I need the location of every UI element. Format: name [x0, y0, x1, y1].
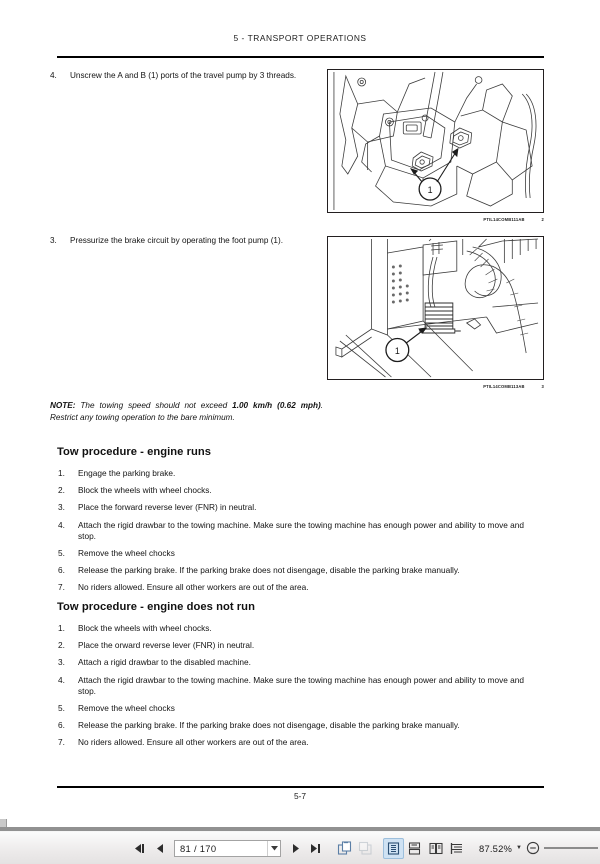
zoom-chevron-down-icon[interactable]: ▼	[516, 845, 522, 851]
travel-pump-ports-illustration	[327, 69, 544, 213]
page-number-value[interactable]: 81 / 170	[180, 842, 217, 854]
note-paragraph	[50, 400, 323, 423]
list-item	[57, 582, 544, 593]
list-item	[57, 548, 544, 559]
list-item	[57, 657, 544, 668]
previous-page-icon[interactable]	[149, 838, 170, 859]
procedure-list-engine-runs	[57, 468, 544, 600]
list-item-number: 5.	[58, 703, 65, 714]
note-text-part2: . Restrict any towing operation to the bare minimum.	[50, 401, 323, 422]
list-item-text: Place the orward reverse lever (FNR) in neutral.	[78, 640, 255, 651]
scrollbar-corner[interactable]	[0, 819, 7, 827]
continuous-scroll-view-button[interactable]	[404, 838, 425, 859]
figure-callout-label: 1	[427, 184, 433, 196]
foot-pump-illustration	[327, 236, 544, 380]
list-item	[57, 737, 544, 748]
list-item	[57, 720, 544, 731]
list-item	[57, 623, 544, 634]
fit-width-view-button[interactable]	[446, 838, 467, 859]
list-item-text: Attach the rigid drawbar to the towing machine. Make sure the towing machine has enough power and ability to move and stop.	[78, 674, 524, 696]
zoom-slider-track[interactable]	[544, 847, 598, 849]
figure-callout-label: 1	[394, 345, 400, 357]
foot-pump-line-drawing	[328, 237, 543, 379]
footer-rule	[57, 786, 544, 788]
zoom-slider[interactable]	[544, 838, 598, 859]
viewer-bottom-toolbar	[0, 831, 600, 864]
list-item-number: 2.	[58, 640, 65, 651]
rotate-view-button[interactable]	[334, 838, 355, 859]
note-text-part1: The towing speed should not exceed	[75, 401, 233, 410]
list-item-text: Release the parking brake. If the parking brake does not disengage, disable the parking brake manually.	[78, 720, 460, 731]
step-item	[50, 235, 325, 246]
list-item	[57, 485, 544, 496]
page-running-header: 5 - TRANSPORT OPERATIONS	[233, 33, 367, 43]
list-item-number: 3.	[58, 657, 65, 668]
page-number-input[interactable]	[174, 840, 281, 857]
list-item-number: 1.	[58, 468, 65, 478]
list-item-text: Block the wheels with wheel chocks.	[78, 623, 212, 633]
step-text: Unscrew the A and B (1) ports of the travel pump by 3 threads.	[70, 71, 297, 80]
last-page-icon[interactable]	[306, 838, 327, 859]
list-item-text: Remove the wheel chocks	[78, 703, 175, 714]
next-page-icon[interactable]	[285, 838, 306, 859]
list-item	[57, 468, 544, 479]
list-item-text: Block the wheels with wheel chocks.	[78, 485, 212, 496]
step-number: 4.	[50, 71, 57, 80]
list-item-text: No riders allowed. Ensure all other workers are out of the area.	[78, 737, 309, 748]
list-item	[57, 520, 544, 543]
list-item	[57, 675, 544, 698]
list-item-number: 3.	[58, 502, 65, 513]
undo-view-button[interactable]	[355, 838, 376, 859]
figure-caption	[327, 214, 544, 225]
figure-code: PTIL14COMB113AB	[483, 384, 525, 389]
list-item-number: 6.	[58, 565, 65, 576]
list-item	[57, 502, 544, 513]
list-item-text: Attach a rigid drawbar to the disabled machine.	[78, 657, 251, 668]
procedure-list-engine-does-not-run	[57, 623, 544, 755]
list-item-number: 7.	[58, 582, 65, 593]
list-item-text: Release the parking brake. If the parking brake does not disengage, disable the parking brake manually.	[78, 565, 460, 576]
step-number: 3.	[50, 236, 57, 245]
list-item-text: Place the forward reverse lever (FNR) in neutral.	[78, 502, 257, 513]
zoom-out-icon[interactable]	[522, 838, 543, 859]
list-item-number: 4.	[58, 519, 65, 530]
chevron-down-icon[interactable]	[267, 841, 280, 856]
list-item-number: 1.	[58, 623, 65, 633]
list-item	[57, 703, 544, 714]
step-text: Pressurize the brake circuit by operating the foot pump (1).	[70, 236, 283, 245]
note-label: NOTE:	[50, 401, 76, 410]
figure-index: 2	[541, 217, 544, 222]
page-folio: 5-7	[293, 791, 307, 801]
note-speed-value: 1.00 km/h (0.62 mph)	[232, 401, 321, 410]
list-item-text: No riders allowed. Ensure all other workers are out of the area.	[78, 582, 309, 593]
figure-caption	[327, 381, 544, 392]
header-rule	[57, 56, 544, 58]
figure-code: PTIL14COMB111AB	[483, 217, 525, 222]
travel-pump-line-drawing	[328, 70, 543, 212]
list-item-number: 5.	[58, 548, 65, 559]
list-item	[57, 640, 544, 651]
list-item-text: Attach the rigid drawbar to the towing machine. Make sure the towing machine has enough power and ability to move and stop.	[78, 519, 524, 541]
section-heading-engine-runs: Tow procedure - engine runs	[57, 446, 212, 458]
list-item-number: 4.	[58, 674, 65, 685]
single-page-view-button[interactable]	[383, 838, 404, 859]
list-item-text: Remove the wheel chocks	[78, 548, 175, 559]
list-item-number: 7.	[58, 737, 65, 748]
section-heading-engine-does-not-run: Tow procedure - engine does not run	[57, 601, 255, 613]
zoom-level-value[interactable]: 87.52%	[479, 842, 513, 854]
step-item	[50, 70, 325, 81]
list-item-text: Engage the parking brake.	[78, 468, 176, 478]
figure-index: 3	[541, 384, 544, 389]
list-item	[57, 565, 544, 576]
list-item-number: 6.	[58, 720, 65, 731]
list-item-number: 2.	[58, 485, 65, 496]
two-page-view-button[interactable]	[425, 838, 446, 859]
first-page-icon[interactable]	[128, 838, 149, 859]
